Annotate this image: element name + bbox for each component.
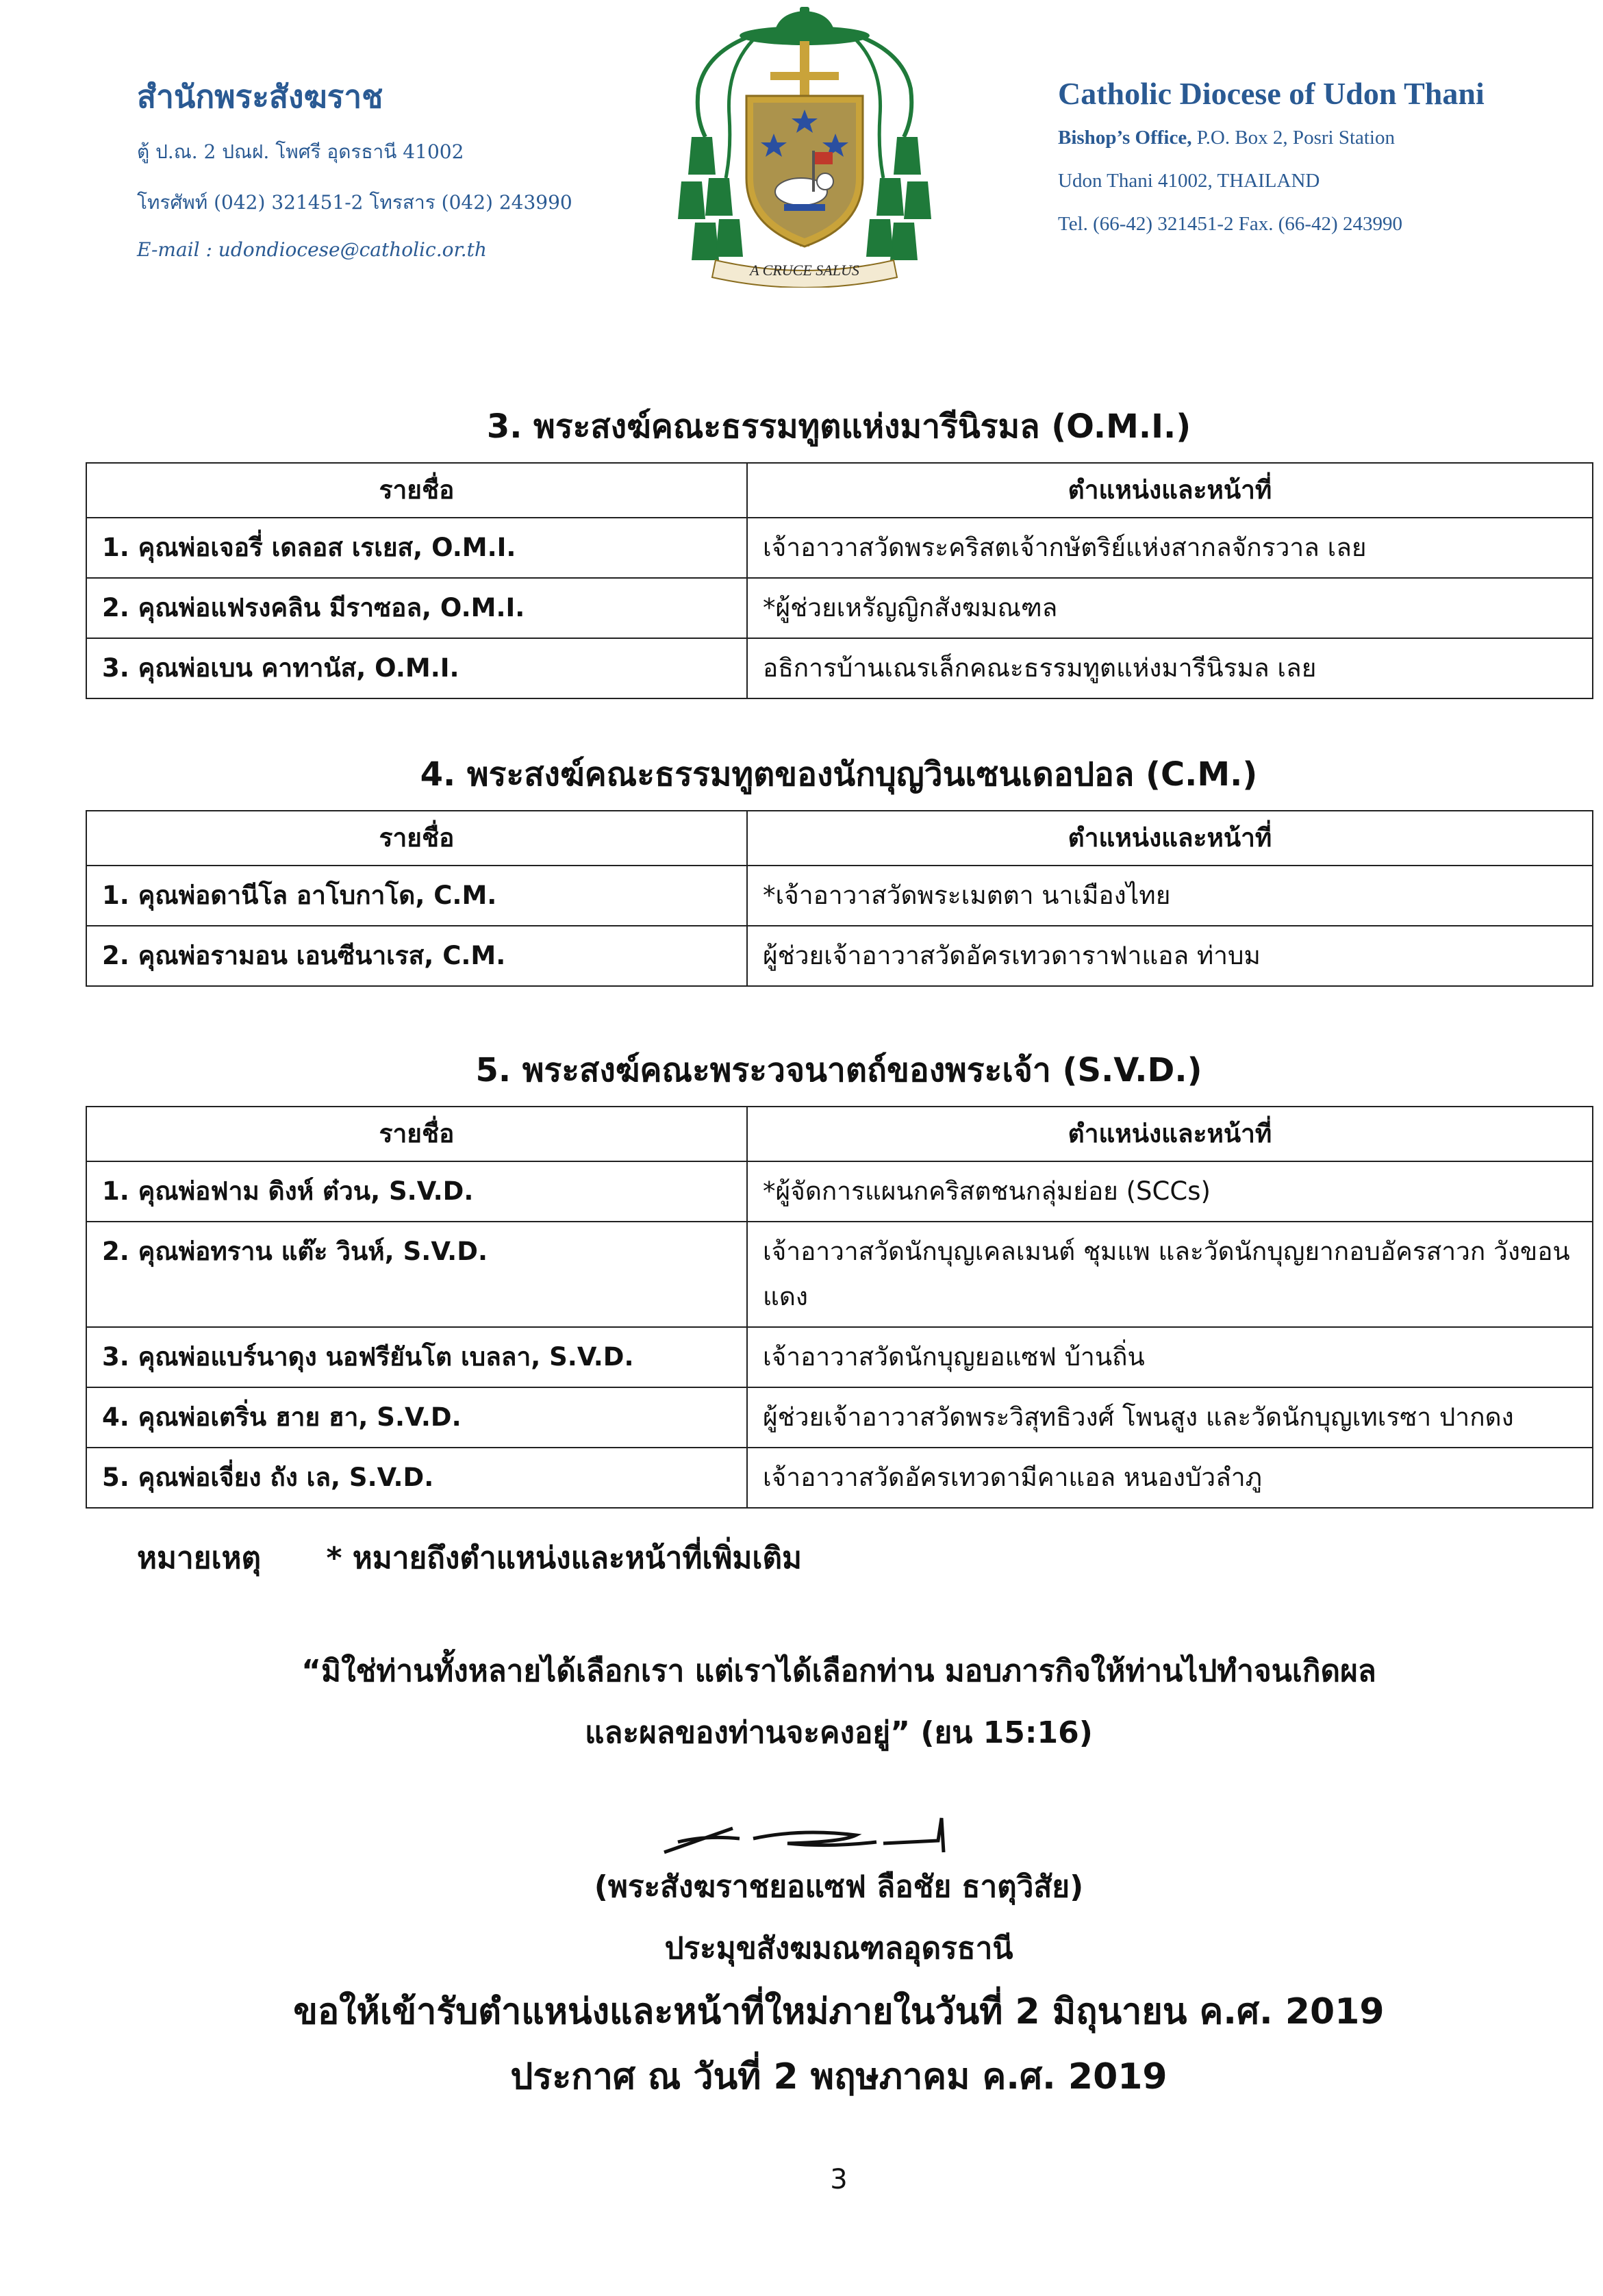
po-box: P.O. Box 2, Posri Station bbox=[1191, 127, 1395, 149]
assignment-table bbox=[86, 1106, 1593, 1509]
scripture-quote-line-1: “มิใช่ท่านทั้งหลายได้เลือกเรา แต่เราได้เลือกท่าน มอบภารกิจให้ท่านไปทำจนเกิดผล bbox=[301, 1654, 1376, 1689]
column-header-name: รายชื่อ bbox=[86, 463, 747, 518]
priest-role: *ผู้จัดการแผนกคริสตชนกลุ่มย่อย (SCCs) bbox=[747, 1161, 1593, 1222]
column-header-name: รายชื่อ bbox=[86, 811, 747, 866]
footnote-text: * หมายถึงตำแหน่งและหน้าที่เพิ่มเติม bbox=[326, 1541, 803, 1576]
priest-name: 2. คุณพ่อรามอน เอนซีนาเรส, C.M. bbox=[86, 926, 747, 986]
assignment-table bbox=[86, 462, 1593, 699]
header-right bbox=[1058, 75, 1592, 256]
table-row bbox=[86, 1222, 1593, 1327]
column-header-role: ตำแหน่งและหน้าที่ bbox=[747, 463, 1593, 518]
priest-role: *เจ้าอาวาสวัดพระเมตตา นาเมืองไทย bbox=[747, 866, 1593, 926]
priest-role: อธิการบ้านเณรเล็กคณะธรรมทูตแห่งมารีนิรมล เลย bbox=[747, 638, 1593, 698]
priest-role: เจ้าอาวาสวัดอัครเทวดามีคาแอล หนองบัวลำภู bbox=[747, 1448, 1593, 1508]
priest-name: 1. คุณพ่อฟาม ดิงห์ ต๋วน, S.V.D. bbox=[86, 1161, 747, 1222]
priest-role: เจ้าอาวาสวัดนักบุญยอแซฟ บ้านถิ่น bbox=[747, 1327, 1593, 1387]
column-header-role: ตำแหน่งและหน้าที่ bbox=[747, 1107, 1593, 1161]
footnote bbox=[137, 1534, 802, 1582]
table-row bbox=[86, 1448, 1593, 1508]
section-heading: 4. พระสงฆ์คณะธรรมทูตของนักบุญวินเซนเดอปอล (C.M.) bbox=[420, 755, 1258, 794]
footnote-label: หมายเหตุ bbox=[137, 1541, 262, 1576]
table-row bbox=[86, 578, 1593, 638]
tel-fax-line: Tel. (66-42) 321451-2 Fax. (66-42) 243990 bbox=[1058, 213, 1402, 235]
section-heading: 3. พระสงฆ์คณะธรรมทูตแห่งมารีนิรมล (O.M.I.) bbox=[486, 407, 1191, 446]
table-header-row bbox=[86, 463, 1593, 518]
section-omi bbox=[86, 401, 1592, 699]
table-row bbox=[86, 1161, 1593, 1222]
address-thai: ตู้ ป.ณ. 2 ปณฝ. โพศรี อุดรธานี 41002 bbox=[137, 140, 464, 163]
priest-name: 2. คุณพ่อแฟรงคลิน มีราซอล, O.M.I. bbox=[86, 578, 747, 638]
announcement-date-line: ประกาศ ณ วันที่ 2 พฤษภาคม ค.ศ. 2019 bbox=[510, 2056, 1167, 2097]
bishop-signature bbox=[651, 1801, 993, 1869]
priest-name: 3. คุณพ่อเบน คาทานัส, O.M.I. bbox=[86, 638, 747, 698]
priest-name: 1. คุณพ่อดานีโล อาโบกาโด, C.M. bbox=[86, 866, 747, 926]
section-heading: 5. พระสงฆ์คณะพระวจนาตถ์ของพระเจ้า (S.V.D.) bbox=[475, 1051, 1202, 1089]
scripture-quote-line-2: และผลของท่านจะคงอยู่” (ยน 15:16) bbox=[585, 1715, 1093, 1750]
signatory-name: (พระสังฆราชยอแซฟ ลือชัย ธาตุวิสัย) bbox=[594, 1869, 1084, 1904]
office-title-thai: สำนักพระสังฆราช bbox=[137, 78, 383, 115]
priest-role: เจ้าอาวาสวัดพระคริสตเจ้ากษัตริย์แห่งสากลจักรวาล เลย bbox=[747, 518, 1593, 578]
table-header-row bbox=[86, 1107, 1593, 1161]
diocese-title-english: Catholic Diocese of Udon Thani bbox=[1058, 76, 1485, 111]
city-line: Udon Thani 41002, THAILAND bbox=[1058, 170, 1320, 192]
signatory-title: ประมุขสังฆมณฑลอุดรธานี bbox=[664, 1931, 1013, 1966]
priest-role: *ผู้ช่วยเหรัญญิกสังฆมณฑล bbox=[747, 578, 1593, 638]
section-svd bbox=[86, 1044, 1592, 1509]
header-left bbox=[137, 72, 685, 281]
column-header-name: รายชื่อ bbox=[86, 1107, 747, 1161]
priest-role: เจ้าอาวาสวัดนักบุญเคลเมนต์ ชุมแพ และวัดนักบุญยากอบอัครสาวก วังขอนแดง bbox=[747, 1222, 1593, 1327]
effective-date-line: ขอให้เข้ารับตำแหน่งและหน้าที่ใหม่ภายในวันที่ 2 มิถุนายน ค.ศ. 2019 bbox=[293, 1991, 1385, 2032]
priest-name: 2. คุณพ่อทราน แต๊ะ วินห์, S.V.D. bbox=[86, 1222, 747, 1327]
email-line: E-mail : udondiocese@catholic.or.th bbox=[137, 238, 487, 261]
table-header-row bbox=[86, 811, 1593, 866]
office-address-english bbox=[1058, 127, 1592, 149]
phone-thai: โทรศัพท์ (042) 321451-2 โทรสาร (042) 243990 bbox=[137, 191, 572, 214]
page-number: 3 bbox=[830, 2164, 848, 2195]
crest-motto: A CRUCE SALUS bbox=[750, 262, 859, 279]
priest-name: 4. คุณพ่อเตริ่น ฮาย ฮา, S.V.D. bbox=[86, 1387, 747, 1448]
priest-role: ผู้ช่วยเจ้าอาวาสวัดพระวิสุทธิวงศ์ โพนสูง และวัดนักบุญเทเรซา ปากดง bbox=[747, 1387, 1593, 1448]
priest-role: ผู้ช่วยเจ้าอาวาสวัดอัครเทวดาราฟาแอล ท่าบม bbox=[747, 926, 1593, 986]
table-row bbox=[86, 518, 1593, 578]
section-cm bbox=[86, 748, 1592, 987]
table-row bbox=[86, 866, 1593, 926]
priest-name: 3. คุณพ่อแบร์นาดุง นอฟรียันโต เบลลา, S.V.D. bbox=[86, 1327, 747, 1387]
assignment-table bbox=[86, 810, 1593, 987]
priest-name: 1. คุณพ่อเจอรี่ เดลอส เรเยส, O.M.I. bbox=[86, 518, 747, 578]
column-header-role: ตำแหน่งและหน้าที่ bbox=[747, 811, 1593, 866]
table-row bbox=[86, 1327, 1593, 1387]
priest-name: 5. คุณพ่อเจี่ยง ถัง เล, S.V.D. bbox=[86, 1448, 747, 1508]
table-row bbox=[86, 926, 1593, 986]
bishops-office-label: Bishop’s Office, bbox=[1058, 127, 1192, 149]
diocese-crest-logo bbox=[678, 7, 931, 288]
table-row bbox=[86, 1387, 1593, 1448]
table-row bbox=[86, 638, 1593, 698]
